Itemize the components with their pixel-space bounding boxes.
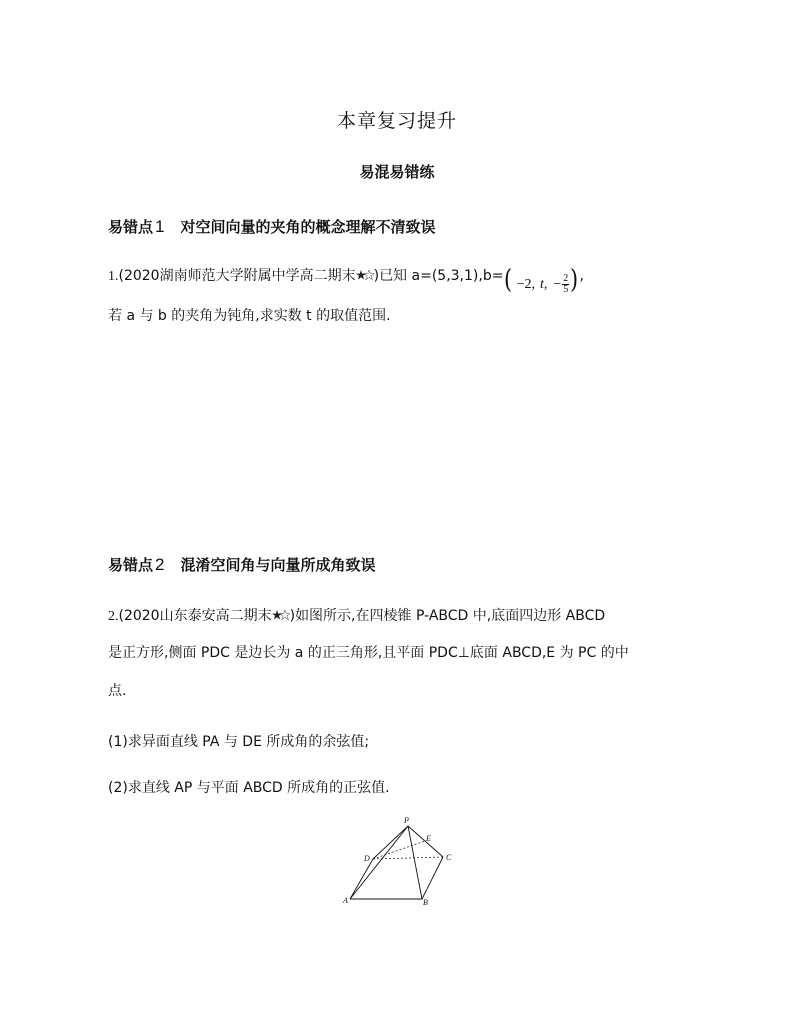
question-1-line-2: 若 a 与 b 的夹角为钝角,求实数 t 的取值范围. (108, 308, 391, 324)
edge-PD (373, 826, 408, 859)
fraction-denominator: 5 (563, 283, 569, 295)
edge-DA (350, 859, 373, 899)
difficulty-stars-icon (272, 609, 290, 621)
section-title: 易混易错练 (359, 163, 435, 181)
error-point-prefix: 易错点 (108, 556, 154, 574)
right-paren: ) (570, 265, 579, 295)
question-2-part-2: (2)求直线 AP 与平面 ABCD 所成角的正弦值. (108, 780, 390, 796)
question-1-line-1 (108, 266, 584, 295)
question-1-stem: 已知 a=(5,3,1),b= (379, 268, 504, 284)
question-number: 2. (108, 609, 119, 624)
left-paren: ( (504, 265, 513, 295)
question-source-close: ) (289, 608, 296, 624)
error-point-1-heading (108, 216, 436, 237)
label-E: E (426, 834, 431, 843)
label-P: P (404, 816, 409, 825)
error-point-prefix: 易错点 (108, 218, 154, 236)
question-number: 1. (108, 269, 119, 284)
edge-PA (350, 826, 408, 899)
label-A: A (343, 896, 348, 905)
edge-DE (373, 841, 425, 859)
question-2-line-2: 是正方形,侧面 PDC 是边长为 a 的正三角形,且平面 PDC⊥底面 ABCD,E 为 PC 的中 (108, 645, 629, 661)
error-point-number: 2 (155, 555, 165, 574)
question-source: (2020湖南师范大学附属中学高二期末 (118, 268, 356, 284)
fraction (562, 274, 569, 295)
label-D: D (364, 854, 370, 863)
question-2-line-1 (108, 606, 605, 627)
question-2-part-1: (1)求异面直线 PA 与 DE 所成角的余弦值; (108, 734, 370, 750)
question-source: (2020山东泰安高二期末 (118, 608, 272, 624)
vector-b-t: t, (540, 277, 548, 292)
vector-comma: , (579, 268, 584, 284)
error-point-title: 对空间向量的夹角的概念理解不清致误 (180, 218, 436, 236)
pyramid-figure (340, 812, 460, 908)
difficulty-stars-icon (356, 269, 374, 281)
fraction-numerator: 2 (563, 272, 569, 284)
vector-b (503, 267, 579, 295)
question-2-line-3: 点. (108, 683, 127, 699)
label-B: B (423, 898, 428, 907)
edge-BC (422, 857, 443, 899)
vector-b-neg: − (553, 277, 562, 292)
vector-b-first: −2, (516, 277, 535, 292)
error-point-2-heading (108, 554, 376, 575)
error-point-number: 1 (155, 217, 165, 236)
page-title: 本章复习提升 (336, 110, 457, 132)
question-2-stem: 如图所示,在四棱锥 P-ABCD 中,底面四边形 ABCD (295, 608, 606, 624)
error-point-title: 混淆空间角与向量所成角致误 (180, 556, 376, 574)
label-C: C (446, 853, 452, 862)
question-source-close: ) (373, 268, 380, 284)
